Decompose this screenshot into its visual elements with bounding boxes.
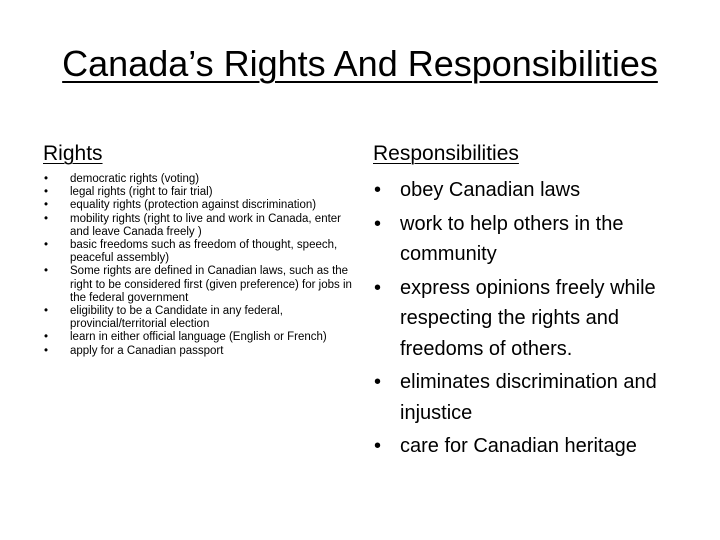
rights-item: • Some rights are defined in Canadian laws, such as the right to be considered first (given preference) for jobs in the federal government xyxy=(44,265,354,305)
rights-item: • apply for a Canadian passport xyxy=(44,345,354,358)
rights-item: • learn in either official language (English or French) xyxy=(44,331,354,344)
responsibilities-list xyxy=(374,175,694,465)
rights-item: • democratic rights (voting) xyxy=(44,173,354,186)
rights-heading: Rights xyxy=(43,142,103,165)
rights-item: • equality rights (protection against discrimination) xyxy=(44,199,354,212)
responsibilities-heading: Responsibilities xyxy=(373,142,519,165)
responsibilities-item: • care for Canadian heritage xyxy=(374,431,694,462)
rights-item: • basic freedoms such as freedom of thought, speech, peaceful assembly) xyxy=(44,239,354,265)
rights-list xyxy=(44,173,354,358)
responsibilities-item: • express opinions freely while respecting the rights and freedoms of others. xyxy=(374,273,694,365)
slide-title: Canada’s Rights And Responsibilities xyxy=(62,43,658,84)
responsibilities-item: • eliminates discrimination and injustice xyxy=(374,367,694,428)
rights-item: • legal rights (right to fair trial) xyxy=(44,186,354,199)
rights-item: • eligibility to be a Candidate in any federal, provincial/territorial election xyxy=(44,305,354,331)
responsibilities-item: • work to help others in the community xyxy=(374,209,694,270)
responsibilities-item: • obey Canadian laws xyxy=(374,175,694,206)
rights-item: • mobility rights (right to live and work in Canada, enter and leave Canada freely ) xyxy=(44,213,354,239)
